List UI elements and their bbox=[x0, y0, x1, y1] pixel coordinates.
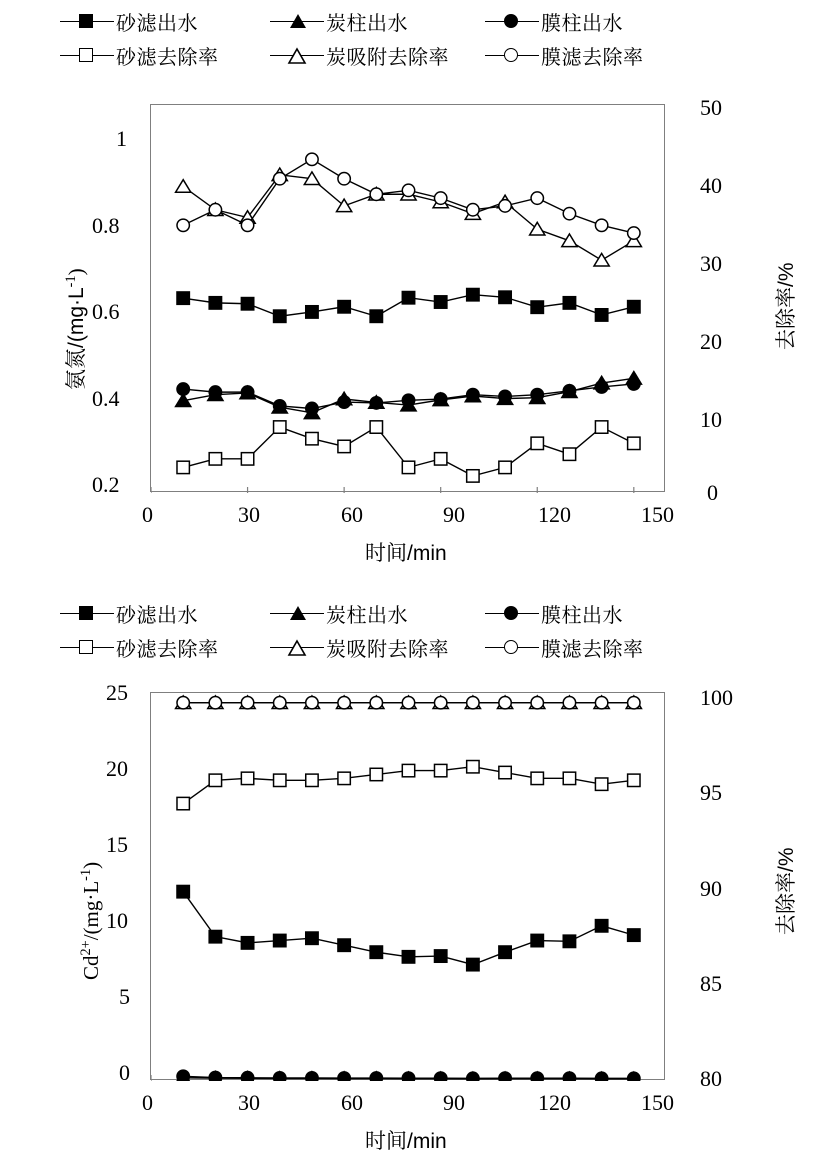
y-right-tick: 80 bbox=[700, 1066, 722, 1091]
y-left-axis-title-sup: -1 bbox=[63, 275, 79, 288]
y-left-tick: 0 bbox=[119, 1060, 130, 1085]
y-right-tick: 20 bbox=[700, 329, 722, 354]
open-triangle-icon bbox=[270, 637, 324, 657]
open-circle-icon bbox=[485, 637, 539, 657]
x-tick: 30 bbox=[238, 502, 260, 527]
legend-item-sand-filter-effluent bbox=[60, 596, 270, 630]
ammonia-nitrogen-figure bbox=[0, 0, 829, 570]
filled-square-icon bbox=[60, 603, 114, 623]
legend-item-membrane-filtration-removal-rate bbox=[485, 630, 644, 664]
x-tick: 0 bbox=[142, 502, 153, 527]
y-left-tick: 25 bbox=[106, 680, 128, 705]
y-left-axis-title-mid: /(mg·L bbox=[79, 880, 103, 941]
legend-figure-2 bbox=[60, 596, 760, 664]
legend-item-carbon-adsorption-removal-rate bbox=[270, 38, 485, 72]
legend-row bbox=[60, 38, 760, 72]
x-tick: 150 bbox=[641, 502, 674, 527]
y-right-tick: 40 bbox=[700, 173, 722, 198]
y-left-axis-title-sup2: -1 bbox=[78, 868, 94, 881]
y-left-tick: 10 bbox=[106, 908, 128, 933]
filled-triangle-icon bbox=[270, 603, 324, 623]
legend-row bbox=[60, 596, 760, 630]
legend-item-carbon-column-effluent bbox=[270, 4, 485, 38]
legend-label: 膜柱出水 bbox=[541, 12, 623, 35]
filled-circle-icon bbox=[485, 11, 539, 31]
y-left-tick: 1 bbox=[116, 126, 127, 151]
open-square-icon bbox=[60, 637, 114, 657]
x-axis-title: 时间/min bbox=[365, 542, 447, 565]
legend-item-membrane-column-effluent bbox=[485, 596, 623, 630]
legend-label: 炭吸附去除率 bbox=[326, 46, 449, 69]
y-right-axis-title: 去除率/% bbox=[775, 847, 798, 935]
y-left-tick: 0.6 bbox=[92, 299, 120, 324]
x-tick: 150 bbox=[641, 1090, 674, 1115]
x-tick: 120 bbox=[538, 1090, 571, 1115]
legend-item-carbon-column-effluent bbox=[270, 596, 485, 630]
x-tick: 30 bbox=[238, 1090, 260, 1115]
y-left-tick: 0.4 bbox=[92, 386, 120, 411]
legend-item-membrane-column-effluent bbox=[485, 4, 623, 38]
y-right-tick: 95 bbox=[700, 780, 722, 805]
x-tick: 0 bbox=[142, 1090, 153, 1115]
y-right-tick: 90 bbox=[700, 876, 722, 901]
y-left-axis-title-sup: 2+ bbox=[78, 940, 94, 956]
y-left-tick: 0.2 bbox=[92, 472, 120, 497]
legend-label: 膜滤去除率 bbox=[541, 638, 644, 661]
y-left-tick: 5 bbox=[119, 984, 130, 1009]
x-tick: 120 bbox=[538, 502, 571, 527]
x-tick: 60 bbox=[341, 1090, 363, 1115]
legend-label: 砂滤出水 bbox=[116, 12, 198, 35]
x-tick: 90 bbox=[443, 1090, 465, 1115]
legend-label: 炭柱出水 bbox=[326, 12, 408, 35]
x-axis-title: 时间/min bbox=[365, 1130, 447, 1153]
y-left-axis-title-tail: ) bbox=[64, 268, 88, 276]
y-right-tick: 0 bbox=[707, 480, 718, 505]
y-right-tick: 10 bbox=[700, 407, 722, 432]
y-left-tick: 0.8 bbox=[92, 213, 120, 238]
legend-label: 砂滤去除率 bbox=[116, 46, 219, 69]
legend-figure-1 bbox=[60, 4, 760, 72]
legend-label: 膜柱出水 bbox=[541, 604, 623, 627]
legend-label: 砂滤出水 bbox=[116, 604, 198, 627]
y-right-tick: 50 bbox=[700, 95, 722, 120]
legend-item-membrane-filtration-removal-rate bbox=[485, 38, 644, 72]
legend-item-sand-filter-removal-rate bbox=[60, 630, 270, 664]
legend-label: 砂滤去除率 bbox=[116, 638, 219, 661]
ammonia-plot-area bbox=[150, 104, 665, 492]
y-right-tick: 30 bbox=[700, 251, 722, 276]
legend-row bbox=[60, 630, 760, 664]
y-left-tick: 15 bbox=[106, 832, 128, 857]
y-left-axis-title bbox=[60, 268, 90, 390]
y-right-tick: 85 bbox=[700, 971, 722, 996]
cadmium-plot-svg bbox=[151, 693, 666, 1081]
legend-item-sand-filter-effluent bbox=[60, 4, 270, 38]
legend-label: 膜滤去除率 bbox=[541, 46, 644, 69]
open-triangle-icon bbox=[270, 45, 324, 65]
legend-row bbox=[60, 4, 760, 38]
y-left-tick: 20 bbox=[106, 756, 128, 781]
legend-label: 炭吸附去除率 bbox=[326, 638, 449, 661]
filled-triangle-icon bbox=[270, 11, 324, 31]
x-tick: 90 bbox=[443, 502, 465, 527]
cadmium-plot-area bbox=[150, 692, 665, 1080]
y-left-axis-title bbox=[78, 862, 104, 980]
open-square-icon bbox=[60, 45, 114, 65]
x-tick: 60 bbox=[341, 502, 363, 527]
cadmium-figure bbox=[0, 580, 829, 1167]
y-left-axis-title-head: Cd bbox=[79, 955, 103, 980]
legend-item-sand-filter-removal-rate bbox=[60, 38, 270, 72]
y-right-tick: 100 bbox=[700, 685, 733, 710]
legend-label: 炭柱出水 bbox=[326, 604, 408, 627]
y-right-axis-title: 去除率/% bbox=[775, 262, 798, 350]
filled-square-icon bbox=[60, 11, 114, 31]
ammonia-plot-svg bbox=[151, 105, 666, 493]
filled-circle-icon bbox=[485, 603, 539, 623]
legend-item-carbon-adsorption-removal-rate bbox=[270, 630, 485, 664]
open-circle-icon bbox=[485, 45, 539, 65]
y-left-axis-title-text: 氨氮/(mg·L bbox=[65, 287, 88, 390]
y-left-axis-title-tail: ) bbox=[79, 861, 103, 869]
